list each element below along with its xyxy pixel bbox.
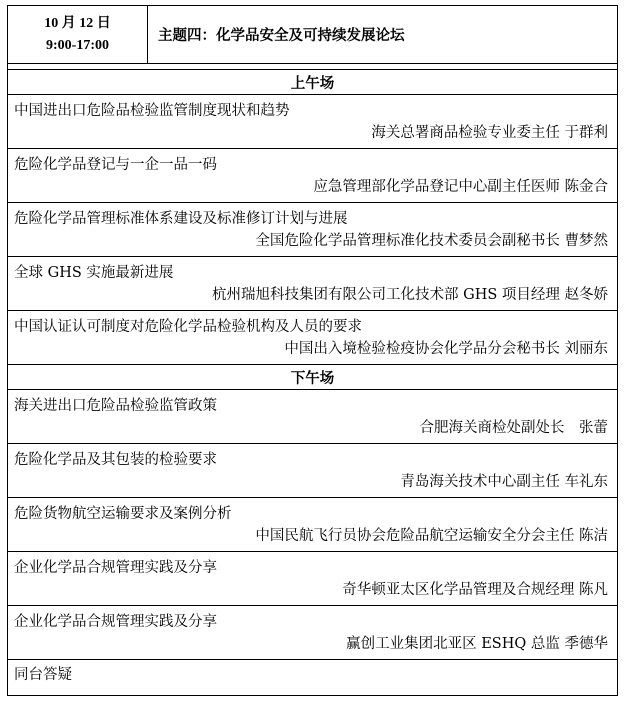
talk-title: 企业化学品合规管理实践及分享: [14, 560, 217, 576]
talk-title: 中国进出口危险品检验监管制度现状和趋势: [14, 103, 290, 119]
talk-title: 危险化学品及其包装的检验要求: [14, 452, 217, 468]
time-text: 9:00-17:00: [46, 37, 109, 53]
talk-speaker: 中国民航飞行员协会危险品航空运输安全分会主任 陈洁: [255, 528, 608, 544]
talk-speaker: 应急管理部化学品登记中心副主任医师 陈金合: [313, 179, 608, 195]
agenda-item: [8, 95, 617, 149]
agenda-item: [8, 203, 617, 257]
agenda-item: [8, 498, 617, 552]
talk-speaker: 赢创工业集团北亚区 ESHQ 总监 季德华: [346, 636, 608, 652]
agenda-item: [8, 390, 617, 444]
talk-title: 全球 GHS 实施最新进展: [14, 265, 174, 281]
talk-title: 危险化学品管理标准体系建设及标准修订计划与进展: [14, 211, 348, 227]
talk-title: 中国认证认可制度对危险化学品检验机构及人员的要求: [14, 319, 362, 335]
agenda-header: [8, 6, 617, 64]
talk-speaker: 奇华顿亚太区化学品管理及合规经理 陈凡: [342, 582, 608, 598]
agenda-item: [8, 552, 617, 606]
talk-speaker: 杭州瑞旭科技集团有限公司工化技术部 GHS 项目经理 赵冬娇: [212, 287, 608, 303]
talk-title: 危险化学品登记与一企一品一码: [14, 157, 217, 173]
agenda-item: [8, 444, 617, 498]
closing-item: 同台答疑: [14, 666, 72, 683]
theme-title: 主题四：化学品安全及可持续发展论坛: [158, 27, 405, 44]
talk-speaker: 青岛海关技术中心副主任 车礼东: [400, 474, 608, 490]
talk-speaker: 海关总署商品检验专业委主任 于群利: [371, 125, 608, 141]
talk-speaker: 全国危险化学品管理标准化技术委员会副秘书长 曹梦然: [255, 233, 608, 249]
agenda-table: [7, 5, 618, 696]
date-text: 10 月 12 日: [44, 15, 111, 31]
talk-speaker: 中国出入境检验检疫协会化学品分会秘书长 刘丽东: [284, 341, 608, 357]
talk-title: 危险货物航空运输要求及案例分析: [14, 506, 232, 522]
talk-title: 企业化学品合规管理实践及分享: [14, 614, 217, 630]
agenda-item: [8, 257, 617, 311]
section-afternoon: 下午场: [8, 365, 617, 390]
agenda-item: [8, 149, 617, 203]
talk-title: 海关进出口危险品检验监管政策: [14, 398, 217, 414]
agenda-item: [8, 311, 617, 365]
date-cell: [8, 6, 148, 63]
section-morning: 上午场: [8, 70, 617, 95]
agenda-item: [8, 606, 617, 660]
talk-speaker: 合肥海关商检处副处长 张蕾: [419, 420, 608, 436]
